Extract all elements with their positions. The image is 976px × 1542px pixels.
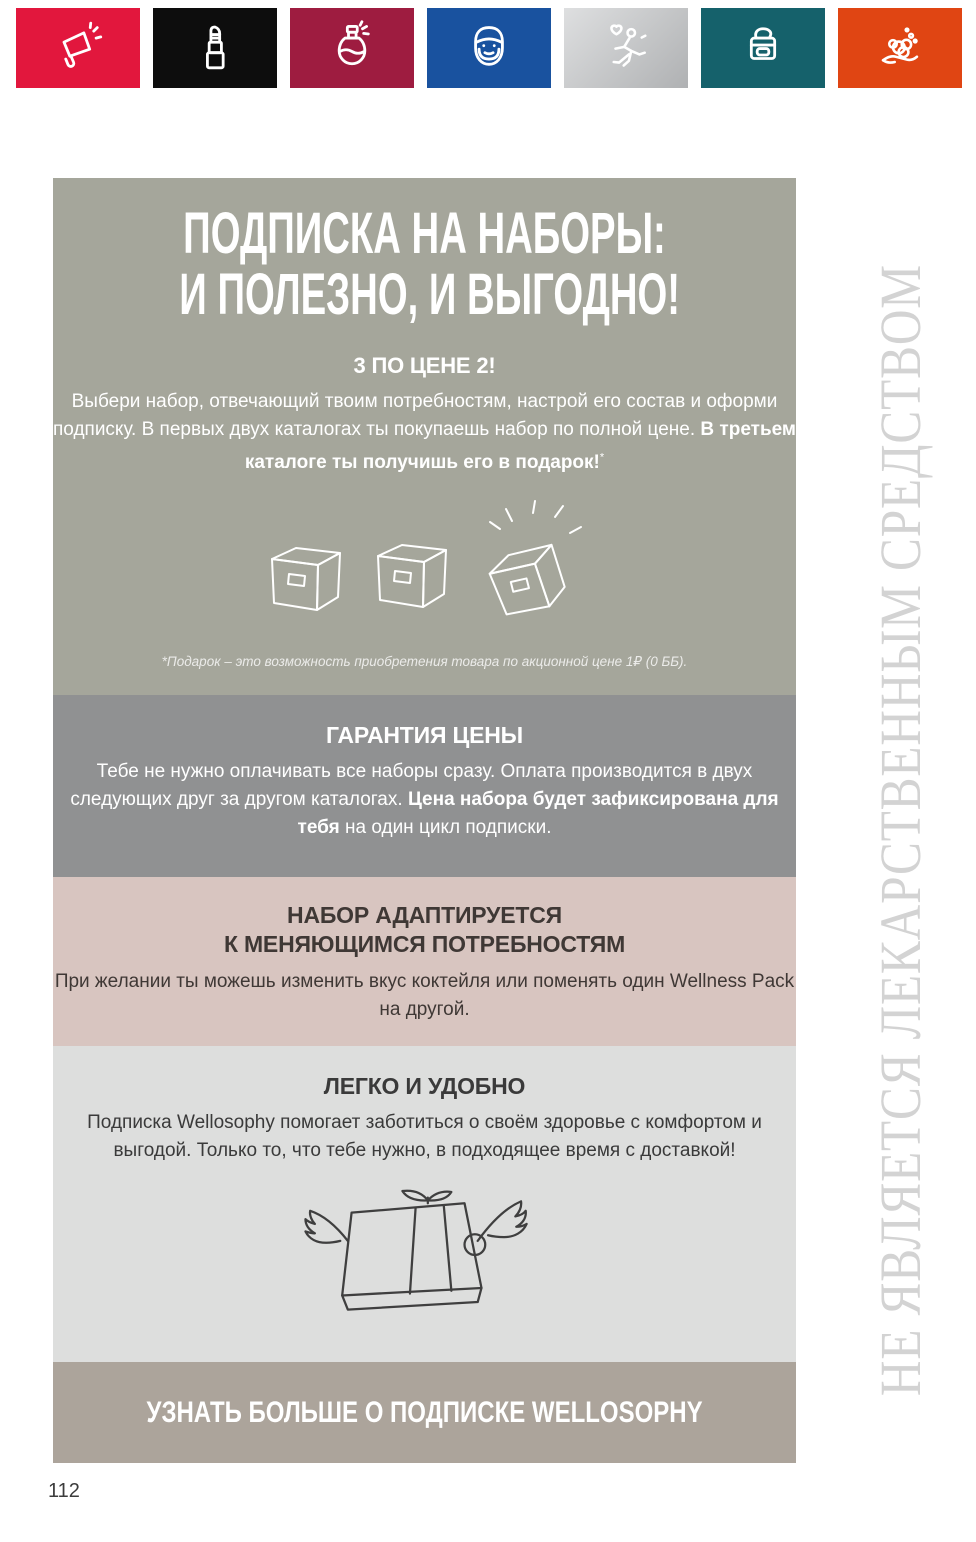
easy-convenient-section (53, 1046, 796, 1362)
section-heading: ЛЕГКО И УДОБНО (323, 1073, 526, 1099)
adaptable-set-section (53, 877, 796, 1046)
section-text: Тебе не нужно оплачивать все наборы сразу. Оплата производится в двух следующих друг за другом каталогах. Цена набора будет зафиксирована для тебя на один цикл подписки. (70, 761, 779, 839)
megaphone-icon (50, 20, 106, 76)
hand-foam-icon (872, 20, 928, 76)
section-text: Подписка Wellosophy помогает заботиться о своём здоровье с комфортом и выгодой. Только то, что тебе нужно, в подходящее время с доставкой! (87, 1112, 762, 1162)
offer-description: Выбери набор, отвечающий твоим потребностям, настрой его состав и оформи подписку. В первых двух каталогах ты покупаешь набор по полной цене. В третьем каталоге ты получишь его в подарок!* (53, 390, 796, 474)
perfume-bottle-icon (324, 20, 380, 76)
cream-jar-icon (735, 20, 791, 76)
category-tile-bodycare[interactable] (838, 8, 962, 88)
lipstick-icon (187, 20, 243, 76)
runner-heart-icon (598, 20, 654, 76)
section-heading: ГАРАНТИЯ ЦЕНЫ (326, 722, 523, 748)
cta-banner[interactable] (53, 1362, 796, 1463)
category-tile-makeup[interactable] (153, 8, 277, 88)
section-text: При желании ты можешь изменить вкус коктейля или поменять один Wellness Pack на другой. (54, 970, 795, 1020)
gift-boxes-illustration (53, 491, 796, 646)
page-number: 112 (48, 1480, 80, 1502)
cta-label: УЗНАТЬ БОЛЬШЕ О ПОДПИСКЕ WELLOSOPHY (146, 1395, 703, 1429)
page-title: ПОДПИСКА НА НАБОРЫ: И ПОЛЕЗНО, И ВЫГОДНО! (179, 201, 681, 327)
disclaimer-watermark: НЕ ЯВЛЯЕТСЯ ЛЕКАРСТВЕННЫМ СРЕДСТВОМ (867, 263, 933, 1397)
hero-section (53, 178, 796, 695)
category-tile-skincare[interactable] (701, 8, 825, 88)
gift-footnote: *Подарок – это возможность приобретения товара по акционной цене 1₽ (0 ББ). (161, 654, 688, 670)
category-tile-fragrance[interactable] (290, 8, 414, 88)
category-tile-wellness[interactable] (564, 8, 688, 88)
section-heading: НАБОР АДАПТИРУЕТСЯ К МЕНЯЮЩИМСЯ ПОТРЕБНОСТЯМ (223, 902, 626, 958)
winged-parcel-illustration (53, 1175, 796, 1340)
subscription-promo (53, 178, 796, 1463)
category-tile-row (16, 8, 962, 88)
category-tile-offers[interactable] (16, 8, 140, 88)
bearded-face-icon (461, 20, 517, 76)
price-guarantee-section (53, 695, 796, 877)
category-tile-men[interactable] (427, 8, 551, 88)
offer-heading: 3 ПО ЦЕНЕ 2! (353, 352, 496, 378)
